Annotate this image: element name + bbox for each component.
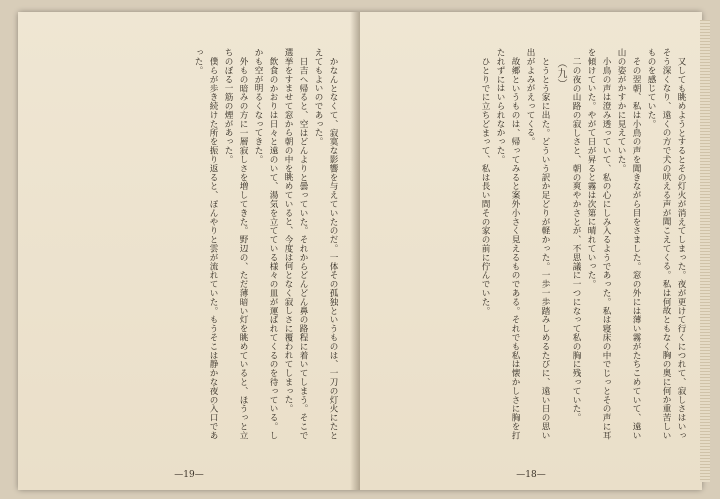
left-page [18, 12, 360, 490]
paragraph: かなんとなくて、寂寞な影響を与えていたのだ。一体その孤独というものは、一刀の灯火にたとえてもよいのであった。 [313, 48, 338, 440]
page-edges [700, 20, 710, 482]
page-number: —18— [516, 470, 546, 480]
paragraph: 飲食のかおりは日々と遠のいて、湯気を立てている様々の皿が運ばれてくるのを待っている。しかも空が明るくなってきた。 [253, 48, 278, 440]
right-page-text [376, 48, 688, 440]
left-page-text [40, 48, 340, 440]
paragraph: 二の夜の山路の寂しさと、朝の爽やかさとが、不思議に一つになって私の胸に残っていた。 [571, 56, 581, 422]
right-page [360, 12, 702, 490]
page-number: —19— [174, 470, 204, 480]
open-book [18, 12, 702, 490]
paragraph: 故郷というものは、帰ってみると案外小さく見えるものである。それでも私は懐かしさに胸を打たれずにはいられなかった。 [495, 48, 520, 440]
chapter-heading: （九） [555, 58, 566, 89]
paragraph: 日吉へ帰ると、空はどんよりと曇っていた。それからどんどん鼻の路程に着いてしまう。そこで選挙をすませて窓から朝の中を眺めていると、今度は何となく寂しさに覆われてしまった。 [283, 48, 308, 440]
paragraph: とうとう家に出た。どういう訳か足どりが軽かった。一歩一歩踏みしめるたびに、遠い日の思い出がよみがえってくる。 [525, 48, 550, 440]
paragraph: ひとりでに立ちどまって、私は長い間その家の前に佇んでいた。 [480, 56, 490, 315]
paragraph: 又しても眺めようとするとその灯火が消えてしまった。夜が更けて行くにつれて、寂しさはいっそう深くなり、遠くの方で犬の吠える声が聞こえてくる。私は何故ともなく胸の奥に何か重苦しいものを感じていた。 [646, 48, 686, 440]
paragraph: その翌朝、私は小鳥の声を聞きながら目をさました。窓の外には薄い霧がたちこめていて、遠い山の姿がかすかに見えていた。 [616, 48, 641, 440]
paragraph: 僕らが歩き続けた所を振り返ると、ぽんやりと雲が流れていた。もうそこは静かな夜の入口であった。 [193, 48, 218, 440]
paragraph: 小鳥の声は澄み透っていて、私の心にしみ入るようであった。私は寝床の中でじっとその声に耳を傾けていた。やがて日が昇ると霧は次第に晴れていった。 [586, 48, 611, 440]
paragraph: 外もの暗みの方に一層寂しさを増してきた。野辺の、ただ薄暗い灯を眺めていると、ほうっと立ちのぼる一筋の煙があった。 [223, 48, 248, 440]
